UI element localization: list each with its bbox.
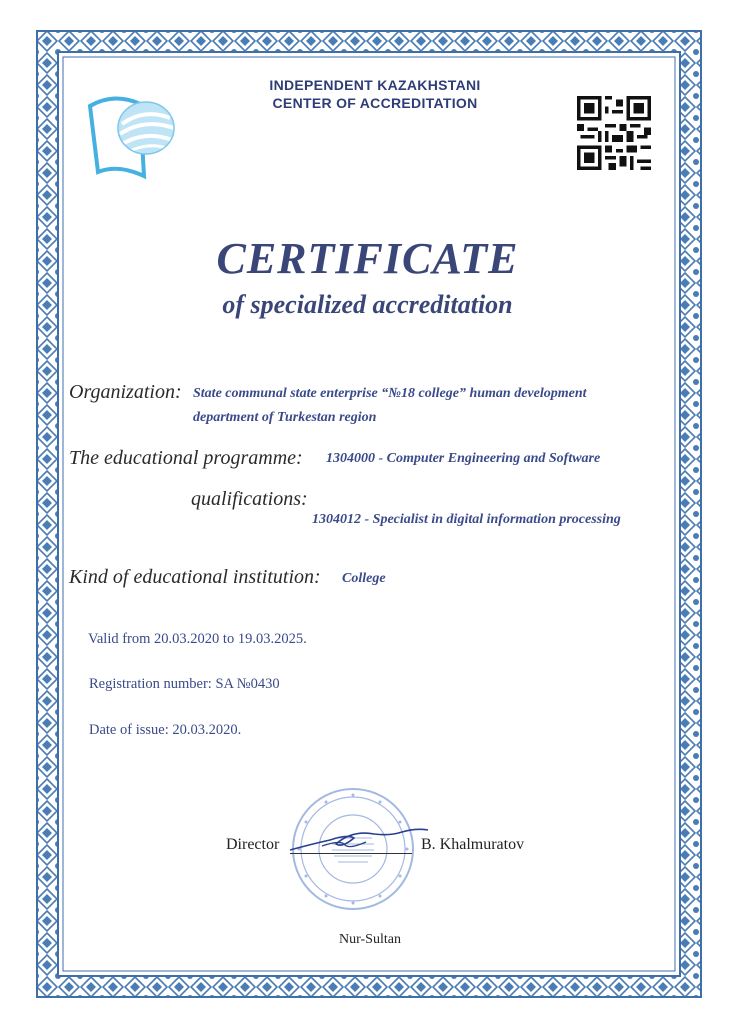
director-label: Director	[226, 836, 280, 853]
qualifications-value: 1304012 - Specialist in digital information processing	[312, 512, 621, 527]
organization-value-line-1: State communal state enterprise “№18 college” human development	[193, 386, 587, 401]
institution-value: College	[342, 571, 386, 586]
issuer-line-1: INDEPENDENT KAZAKHSTANI	[269, 77, 481, 93]
issue-city: Nur-Sultan	[339, 932, 401, 947]
programme-value: 1304000 - Computer Engineering and Software	[326, 451, 601, 466]
organization-value-line-2: department of Turkestan region	[193, 410, 377, 425]
programme-label: The educational programme:	[69, 447, 303, 469]
organization-label: Organization:	[69, 381, 182, 403]
accreditation-logo-icon	[84, 84, 180, 180]
certificate-subtitle: of specialized accreditation	[222, 290, 513, 319]
director-signature	[282, 820, 432, 860]
certificate-title: CERTIFICATE	[216, 234, 519, 283]
qualifications-label: qualifications:	[191, 488, 308, 510]
registration-number: Registration number: SA №0430	[89, 676, 280, 692]
issue-date: Date of issue: 20.03.2020.	[89, 722, 242, 738]
issuer-line-2: CENTER OF ACCREDITATION	[272, 95, 478, 111]
director-name: B. Khalmuratov	[421, 836, 525, 853]
validity-period: Valid from 20.03.2020 to 19.03.2025.	[88, 631, 307, 647]
qr-code-icon	[577, 96, 651, 170]
issuer-name	[175, 76, 575, 112]
institution-label: Kind of educational institution:	[69, 566, 321, 588]
